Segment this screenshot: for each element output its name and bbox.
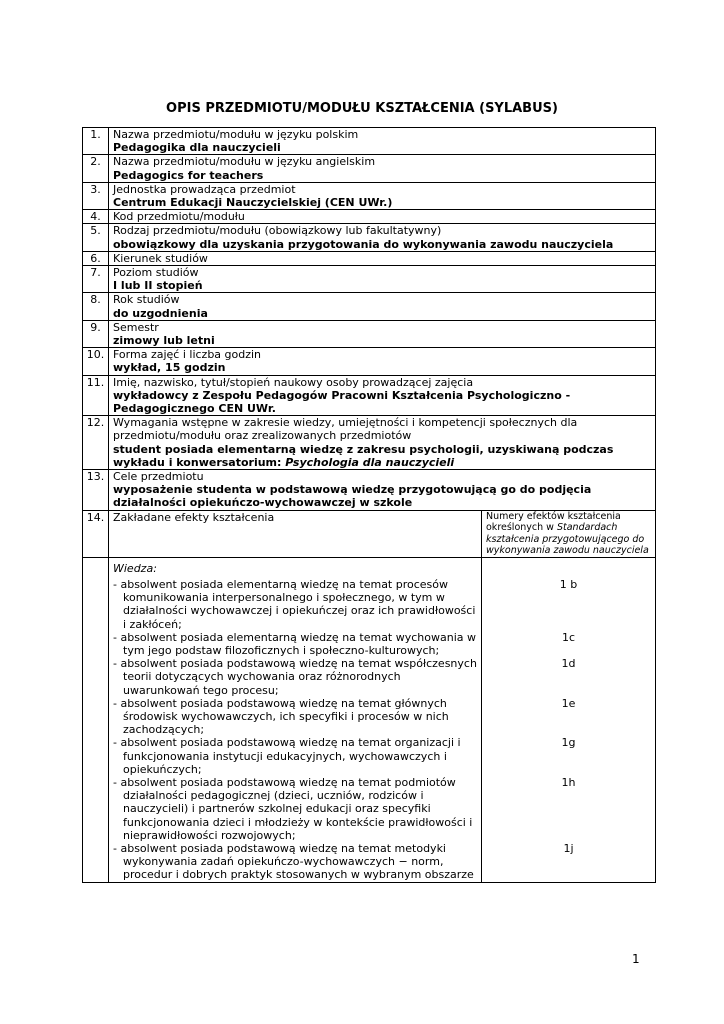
knowledge-section-label: Wiedza: [113,561,157,575]
effect-code: 1d [561,657,576,671]
effect-code: 1j [563,841,574,855]
row-content [109,375,656,416]
row-value [113,279,651,292]
row-content [109,251,656,265]
row-value [113,483,651,509]
table-row [83,128,656,155]
row-value-text: I lub II stopień [113,279,203,293]
reference-text: Numery efektów kształcenia określonych w [486,510,621,534]
row-value-text: Pedagogics for teachers [113,168,264,182]
row-number: 3. [83,182,109,209]
row-label: Kod przedmiotu/modułu [113,210,245,224]
row-number: 13. [83,470,109,511]
table-row [83,348,656,375]
effect-item: - absolwent posiada podstawową wiedzę na temat metodyki wykonywania zadań opiekuńczo-wychowawczych − norm, procedur i dobrych praktyk stosowanych w wybranym obszarze [113,841,474,882]
row-value [113,443,651,469]
table-row-14 [83,510,656,557]
effect-code: 1h [561,775,576,789]
row-number: 1. [83,128,109,155]
row-label: Rodzaj przedmiotu/modułu (obowiązkowy lub fakultatywny) [113,224,442,238]
table-row [83,293,656,320]
table-row [83,470,656,511]
row-content [109,182,656,209]
effect-item: - absolwent posiada elementarną wiedzę na temat procesów komunikowania interpersonalnego i społecznego, w tym w działalności wychowawczej i opiekuńczej oraz ich prawidłowości i zakłóceń; [113,577,476,631]
row-content [109,416,656,470]
row-value [113,389,651,415]
row-value [113,334,651,347]
row-number: 7. [83,266,109,293]
row-value-text: wykładowcy z Zespołu Pedagogów Pracowni Kształcenia Psychologiczno - Pedagogicznego CEN UWr. [113,388,571,416]
table-row [83,416,656,470]
effects-codes [482,557,656,882]
table-row [83,224,656,251]
table-row [83,375,656,416]
document-title: OPIS PRZEDMIOTU/MODUŁU KSZTAŁCENIA (SYLABUS) [166,101,558,116]
row-value-text: Pedagogika dla nauczycieli [113,141,281,155]
row-value-text: zimowy lub letni [113,334,215,348]
row-label: Imię, nazwisko, tytuł/stopień naukowy osoby prowadzącej zajęcia [113,375,474,389]
row-content [109,210,656,224]
table-row [83,251,656,265]
effects-descriptions [109,557,482,882]
row-content [109,266,656,293]
row-label: Cele przedmiotu [113,470,204,484]
row-number: 8. [83,293,109,320]
row-number: 6. [83,251,109,265]
row-content [109,320,656,347]
row-label: Nazwa przedmiotu/modułu w języku polskim [113,128,359,141]
effect-code: 1 b [559,577,578,591]
row-content [109,470,656,511]
row-value [113,169,651,182]
row-value [113,141,651,154]
row-label: Poziom studiów [113,266,199,280]
table-row [83,155,656,182]
row-content [109,155,656,182]
row-value [113,238,651,251]
effect-code: 1g [561,736,576,750]
syllabus-table [82,127,656,883]
effect-item: - absolwent posiada elementarną wiedzę na temat wychowania w tym jego podstaw filozoficznych i społeczno-kulturowych; [113,630,476,657]
table-row [83,320,656,347]
row-value-italic: Psychologia dla nauczycieli [285,455,455,469]
row-value [113,307,651,320]
row-value-text: wykład, 15 godzin [113,361,226,375]
effects-reference-header [482,510,656,557]
effect-item: - absolwent posiada podstawową wiedzę na temat organizacji i funkcjonowania instytucji edukacyjnych, wychowawczych i opiekuńczych; [113,736,461,776]
row-content [109,348,656,375]
row-number: 11. [83,375,109,416]
effect-code: 1c [561,630,576,644]
row-content [109,224,656,251]
table-row [83,210,656,224]
page-number: 1 [632,952,640,966]
row-label: Forma zajęć i liczba godzin [113,348,262,362]
row-value-text: student posiada elementarną wiedzę z zakresu psychologii, uzyskiwaną podczas wykładu i konwersatorium: [113,442,614,469]
row-label: Zakładane efekty kształcenia [109,510,482,557]
row-value-text: Centrum Edukacji Nauczycielskiej (CEN UWr.) [113,196,393,210]
row-value-text: obowiązkowy dla uzyskania przygotowania do wykonywania zawodu nauczyciela [113,237,614,251]
row-label: Wymagania wstępne w zakresie wiedzy, umiejętności i kompetencji społecznych dla przedmiotu/modułu oraz zrealizowanych przedmiotów [113,416,578,443]
row-label: Kierunek studiów [113,251,208,265]
row-number: 14. [83,510,109,557]
row-content [109,293,656,320]
table-row [83,182,656,209]
effect-code: 1e [561,696,576,710]
row-label: Jednostka prowadząca przedmiot [113,182,296,196]
row-value-text: do uzgodnienia [113,306,208,320]
row-number: 4. [83,210,109,224]
row-number: 2. [83,155,109,182]
row-label: Rok studiów [113,293,180,307]
row-number: 10. [83,348,109,375]
reference-standards-text: Standardach kształcenia przygotowującego do wykonywania zawodu nauczyciela [486,522,649,557]
effect-item: - absolwent posiada podstawową wiedzę na temat głównych środowisk wychowawczych, ich specyfiki i procesów w nich zachodzących; [113,696,449,737]
row-content [109,128,656,155]
effects-list [113,578,477,882]
row-number: 5. [83,224,109,251]
effect-item: - absolwent posiada podstawową wiedzę na temat podmiotów działalności pedagogicznej (dzieci, uczniów, rodziców i nauczycieli) i partnerów szkolnej edukacji oraz specyfiki funkcjonowania dzieci i młodzieży w kontekście prawidłowości i nieprawidłowości rozwojowych; [113,775,473,842]
row-label: Nazwa przedmiotu/modułu w języku angielskim [113,155,376,169]
row-value [113,361,651,374]
row-number: 12. [83,416,109,470]
row-number: 9. [83,320,109,347]
row-value [113,196,651,209]
table-row [83,266,656,293]
row-label: Semestr [113,320,159,334]
effect-item: - absolwent posiada podstawową wiedzę na temat współczesnych teorii dotyczących wychowania oraz różnorodnych uwarunkowań tego procesu; [113,657,477,697]
row-value-text: wyposażenie studenta w podstawową wiedzę przygotowującą go do podjęcia działalności opiekuńczo-wychowawczej w szkole [113,483,592,510]
effects-content-row [83,557,656,882]
